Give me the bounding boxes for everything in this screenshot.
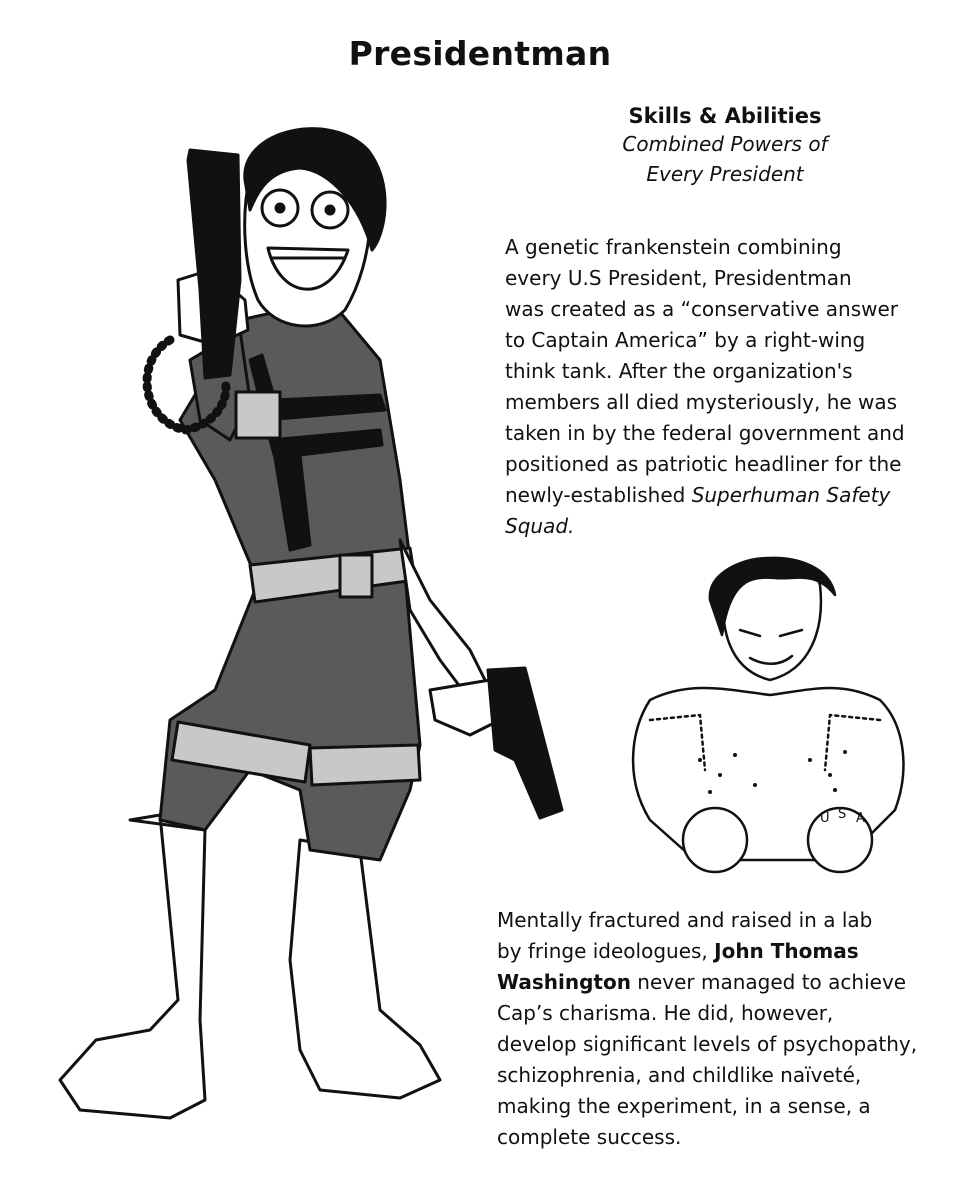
skills-section <box>560 103 890 189</box>
left-boot <box>60 815 205 1118</box>
origin-line: think tank. After the organization's <box>505 359 853 383</box>
bust-figure-illustration <box>610 540 930 900</box>
raised-pistol <box>188 150 240 378</box>
psych-line: Cap’s charisma. He did, however, <box>497 1001 834 1025</box>
right-boot <box>290 840 440 1098</box>
origin-line: members all died mysteriously, he was <box>505 390 898 414</box>
psych-text: never managed to achieve <box>630 970 907 994</box>
origin-line: to Captain America” by a right-wing <box>505 328 866 352</box>
page-title: Presidentman <box>348 34 612 73</box>
origin-text: newly-established <box>505 483 692 507</box>
origin-line: A genetic frankenstein combining <box>505 235 842 259</box>
origin-line: every U.S President, Presidentman <box>505 266 852 290</box>
psych-line: complete success. <box>497 1125 682 1149</box>
suit-legs <box>160 575 420 860</box>
real-name-part-2: Washington <box>497 970 631 994</box>
origin-line: was created as a “conservative answer <box>505 297 899 321</box>
arm-patch <box>236 392 280 438</box>
real-name-part-1: John Thomas <box>714 939 859 963</box>
psych-line: develop significant levels of psychopathy, <box>497 1032 918 1056</box>
thigh-strap <box>310 745 420 785</box>
knuckle-letter: U <box>820 811 830 826</box>
squad-name-end: Squad. <box>505 514 575 538</box>
skills-heading: Skills & Abilities <box>628 104 822 128</box>
lowered-pistol <box>488 668 562 818</box>
origin-line: positioned as patriotic headliner for the <box>505 452 902 476</box>
psych-line: making the experiment, in a sense, a <box>497 1094 871 1118</box>
knuckle-letter: A <box>856 811 865 826</box>
squad-name: Superhuman Safety <box>691 483 891 507</box>
skills-line-1: Combined Powers of <box>622 132 828 156</box>
origin-line: taken in by the federal government and <box>505 421 905 445</box>
psych-line: Mentally fractured and raised in a lab <box>497 908 873 932</box>
skills-line-2: Every President <box>646 162 804 186</box>
psych-text: by fringe ideologues, <box>497 939 715 963</box>
knuckle-letter: S <box>838 807 847 822</box>
psych-line: schizophrenia, and childlike naïveté, <box>497 1063 862 1087</box>
left-fist <box>683 808 747 872</box>
belt-buckle <box>340 555 372 597</box>
